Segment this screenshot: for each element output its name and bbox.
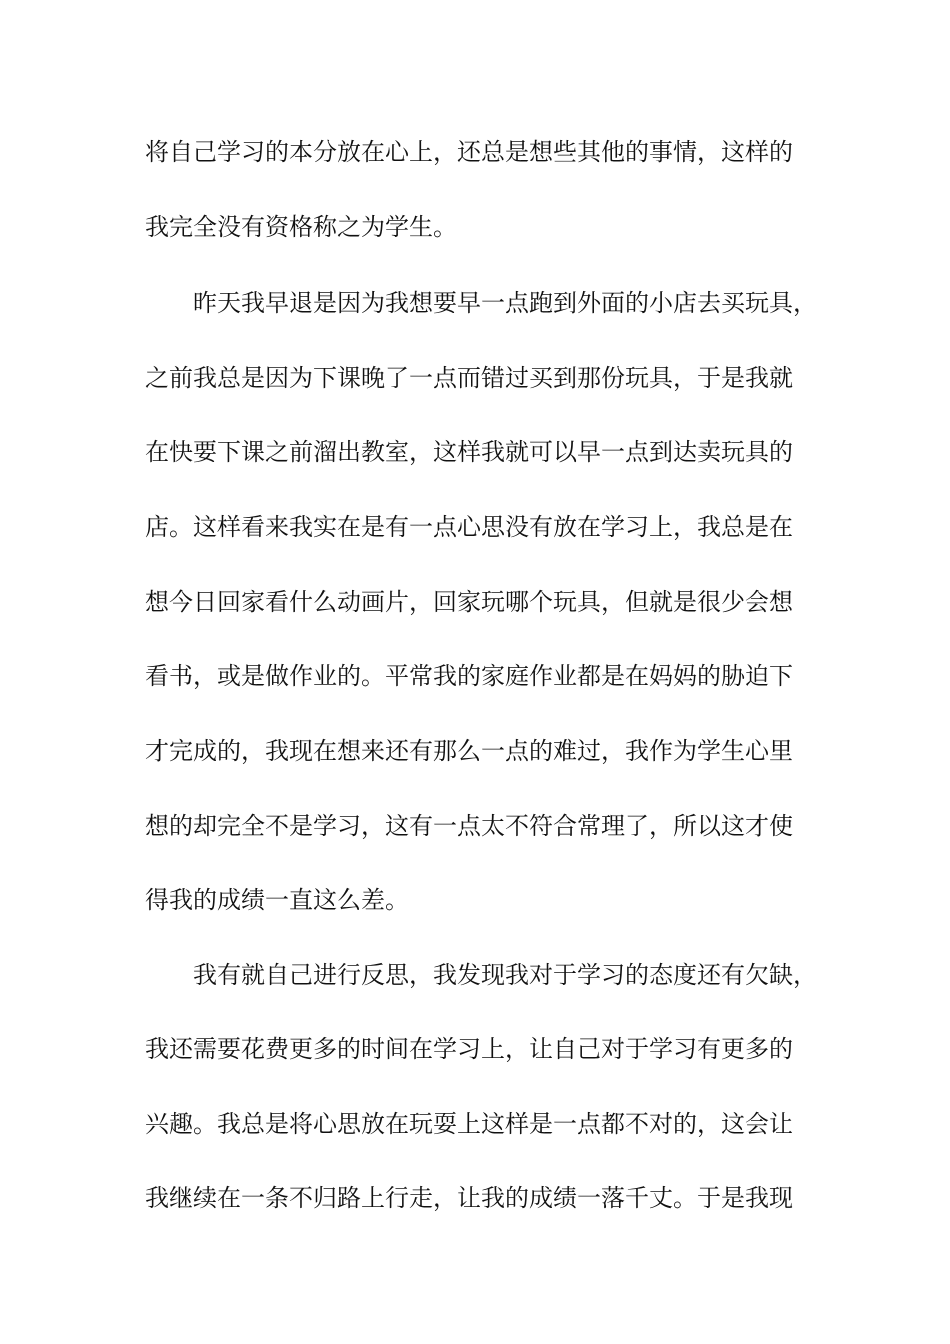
paragraph-line: 得我的成绩一直这么差。: [145, 886, 409, 914]
paragraph-line: 想的却完全不是学习，这有一点太不符合常理了，所以这才使: [145, 812, 793, 840]
paragraph-line: 想今日回家看什么动画片，回家玩哪个玩具，但就是很少会想: [145, 588, 793, 616]
paragraph-line: 兴趣。我总是将心思放在玩耍上这样是一点都不对的，这会让: [145, 1110, 793, 1138]
paragraph-line: 我继续在一条不归路上行走，让我的成绩一落千丈。于是我现: [145, 1184, 793, 1212]
paragraph-line: 在快要下课之前溜出教室，这样我就可以早一点到达卖玩具的: [145, 438, 793, 466]
paragraph-line: 才完成的，我现在想来还有那么一点的难过，我作为学生心里: [145, 737, 793, 765]
paragraph-line: 昨天我早退是因为我想要早一点跑到外面的小店去买玩具，: [193, 289, 817, 317]
paragraph-line: 店。这样看来我实在是有一点心思没有放在学习上，我总是在: [145, 513, 793, 541]
paragraph-line: 看书，或是做作业的。平常我的家庭作业都是在妈妈的胁迫下: [145, 662, 793, 690]
paragraph-line: 我完全没有资格称之为学生。: [145, 213, 457, 241]
paragraph-line: 之前我总是因为下课晚了一点而错过买到那份玩具，于是我就: [145, 364, 793, 392]
paragraph-line: 我还需要花费更多的时间在学习上，让自己对于学习有更多的: [145, 1035, 793, 1063]
paragraph-line: 我有就自己进行反思，我发现我对于学习的态度还有欠缺，: [193, 961, 817, 989]
paragraph-line: 将自己学习的本分放在心上，还总是想些其他的事情，这样的: [145, 138, 793, 166]
